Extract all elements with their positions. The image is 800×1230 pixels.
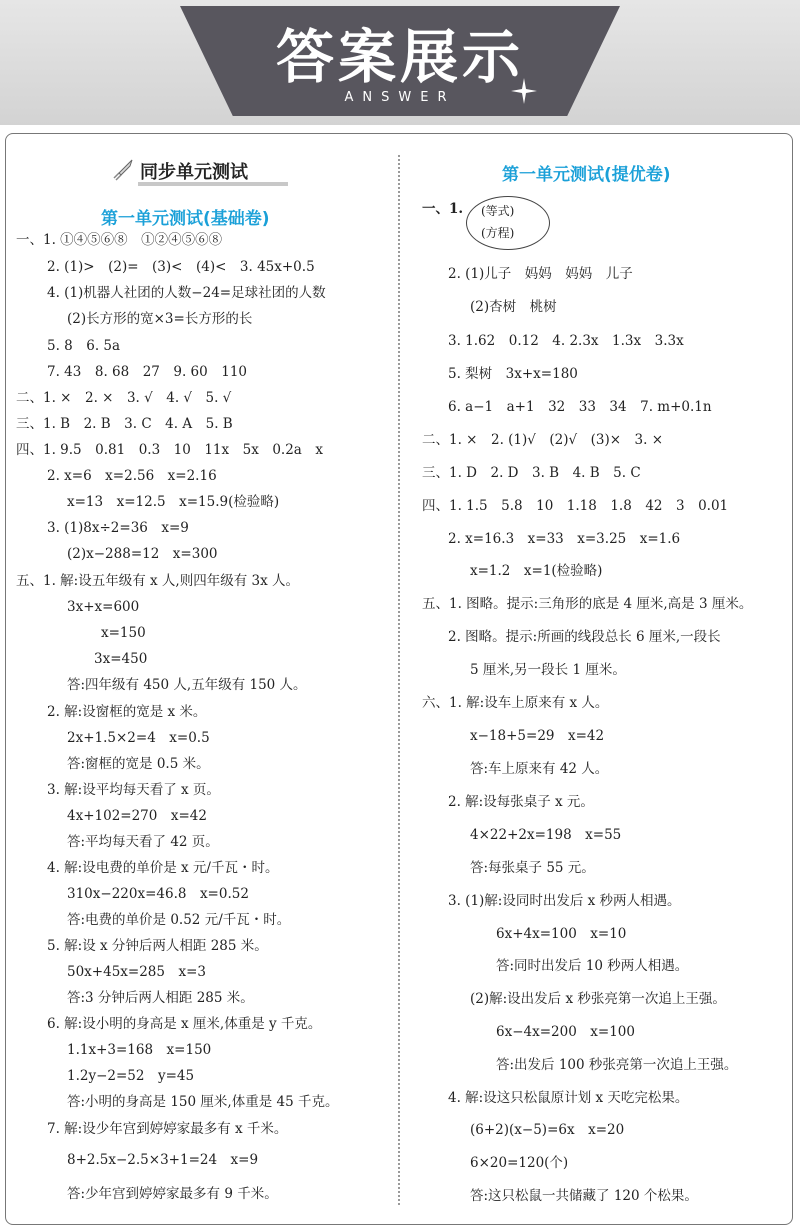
- answer-line: 答:电费的单价是 0.52 元/千瓦・时。: [67, 912, 291, 928]
- answer-line: (2)杏树 桃树: [470, 299, 557, 315]
- answer-line: 6x+4x=100 x=10: [496, 926, 627, 942]
- answer-line: 3x+x=600: [67, 599, 140, 615]
- answer-line: x=1.2 x=1(检验略): [470, 563, 603, 579]
- unit-title-advanced: 第一单元测试(提优卷): [502, 165, 671, 185]
- answer-line: 六、1. 解:设车上原来有 x 人。: [422, 695, 609, 711]
- oval-item: (等式): [481, 204, 515, 218]
- answer-line: 6. 解:设小明的身高是 x 厘米,体重是 y 千克。: [47, 1016, 322, 1032]
- oval-item: (方程): [481, 226, 515, 240]
- answer-line: 6×20=120(个): [470, 1155, 569, 1171]
- answer-line: 3. 解:设平均每天看了 x 页。: [47, 782, 220, 798]
- answer-line: 4x+102=270 x=42: [67, 808, 207, 824]
- section-title: 同步单元测试: [140, 162, 248, 183]
- answer-line: 5. 8 6. 5a: [47, 338, 121, 354]
- answer-line: x−18+5=29 x=42: [470, 728, 605, 744]
- answer-line: 4. 解:设电费的单价是 x 元/千瓦・时。: [47, 860, 279, 876]
- answer-line: 7. 解:设少年宫到婷婷家最多有 x 千米。: [47, 1121, 288, 1137]
- answer-line: 2. x=6 x=2.56 x=2.16: [47, 468, 217, 484]
- answer-line: 7. 43 8. 68 27 9. 60 110: [47, 364, 247, 380]
- answer-line: 二、1. × 2. × 3. √ 4. √ 5. √: [16, 390, 232, 406]
- answer-line: 2. x=16.3 x=33 x=3.25 x=1.6: [448, 531, 681, 547]
- answer-line: 四、1. 1.5 5.8 10 1.18 1.8 42 3 0.01: [422, 498, 729, 514]
- answer-line: 2. (1)儿子 妈妈 妈妈 儿子: [448, 266, 633, 282]
- answer-line: 4. (1)机器人社团的人数−24=足球社团的人数: [47, 285, 326, 301]
- banner-subtitle: ANSWER: [344, 90, 456, 105]
- answer-line: 答:出发后 100 秒张亮第一次追上王强。: [496, 1057, 738, 1073]
- answer-line: 一、1. ①④⑤⑥⑧ ①②④⑤⑥⑧: [16, 232, 223, 248]
- answer-line: 2x+1.5×2=4 x=0.5: [67, 730, 210, 746]
- answer-line: 答:少年宫到婷婷家最多有 9 千米。: [67, 1186, 278, 1202]
- column-divider: [398, 155, 400, 1205]
- answer-line: 2. (1)> (2)= (3)< (4)< 3. 45x+0.5: [47, 259, 315, 275]
- answer-line: 五、1. 图略。提示:三角形的底是 4 厘米,高是 3 厘米。: [422, 596, 753, 612]
- answer-line: 50x+45x=285 x=3: [67, 964, 206, 980]
- sparkle-icon: [509, 76, 539, 106]
- unit-title-basic: 第一单元测试(基础卷): [101, 209, 270, 229]
- answer-line: 答:平均每天看了 42 页。: [67, 834, 219, 850]
- answer-line: (2)长方形的宽×3=长方形的长: [67, 311, 253, 327]
- answer-line: 3. (1)8x÷2=36 x=9: [47, 520, 189, 536]
- section-header: [110, 158, 290, 184]
- answer-line: 6. a−1 a+1 32 33 34 7. m+0.1n: [448, 399, 712, 415]
- answer-line: 二、1. × 2. (1)√ (2)√ (3)× 3. ×: [422, 432, 664, 448]
- answer-banner: [0, 0, 800, 125]
- answer-line: 5. 梨树 3x+x=180: [448, 366, 578, 382]
- answer-line: 310x−220x=46.8 x=0.52: [67, 886, 249, 902]
- answer-line: 1.1x+3=168 x=150: [67, 1042, 212, 1058]
- banner-title: 答案展示: [275, 23, 524, 91]
- answer-line: 2. 解:设窗框的宽是 x 米。: [47, 704, 207, 720]
- answer-line: 2. 图略。提示:所画的线段总长 6 厘米,一段长: [448, 629, 721, 645]
- rocket-icon: [110, 158, 136, 182]
- answer-line: (6+2)(x−5)=6x x=20: [470, 1122, 625, 1138]
- answer-line: 答:小明的身高是 150 厘米,体重是 45 千克。: [67, 1094, 339, 1110]
- answer-line: 答:这只松鼠一共储藏了 120 个松果。: [470, 1188, 698, 1204]
- answer-line: 五、1. 解:设五年级有 x 人,则四年级有 3x 人。: [16, 573, 299, 589]
- answer-line: 8+2.5x−2.5×3+1=24 x=9: [67, 1152, 259, 1168]
- answer-line: 5. 解:设 x 分钟后两人相距 285 米。: [47, 938, 268, 954]
- answer-line: 一、1.: [422, 201, 464, 217]
- answer-line: 2. 解:设每张桌子 x 元。: [448, 794, 594, 810]
- answer-line: 答:3 分钟后两人相距 285 米。: [67, 990, 254, 1006]
- answer-line: 6x−4x=200 x=100: [496, 1024, 635, 1040]
- answer-line: x=13 x=12.5 x=15.9(检验略): [67, 494, 280, 510]
- answer-line: (2)x−288=12 x=300: [67, 546, 218, 562]
- answer-line: 1.2y−2=52 y=45: [67, 1068, 195, 1084]
- answer-line: 答:同时出发后 10 秒两人相遇。: [496, 958, 689, 974]
- answer-line: 3. 1.62 0.12 4. 2.3x 1.3x 3.3x: [448, 333, 684, 349]
- answer-line: 4. 解:设这只松鼠原计划 x 天吃完松果。: [448, 1090, 689, 1106]
- answer-line: 5 厘米,另一段长 1 厘米。: [470, 662, 626, 678]
- answer-line: 答:窗框的宽是 0.5 米。: [67, 756, 210, 772]
- answer-line: 3x=450: [94, 651, 148, 667]
- answer-line: (2)解:设出发后 x 秒张亮第一次追上王强。: [470, 991, 726, 1007]
- answer-line: 答:四年级有 450 人,五年级有 150 人。: [67, 677, 307, 693]
- answer-line: 四、1. 9.5 0.81 0.3 10 11x 5x 0.2a x: [16, 442, 323, 458]
- answer-line: x=150: [101, 625, 146, 641]
- oval-answer: [466, 196, 550, 250]
- answer-line: 答:每张桌子 55 元。: [470, 860, 595, 876]
- answer-line: 三、1. B 2. B 3. C 4. A 5. B: [16, 416, 233, 432]
- answer-line: 三、1. D 2. D 3. B 4. B 5. C: [422, 465, 641, 481]
- answer-line: 4×22+2x=198 x=55: [470, 827, 622, 843]
- answer-line: 答:车上原来有 42 人。: [470, 761, 609, 777]
- answer-line: 3. (1)解:设同时出发后 x 秒两人相遇。: [448, 893, 681, 909]
